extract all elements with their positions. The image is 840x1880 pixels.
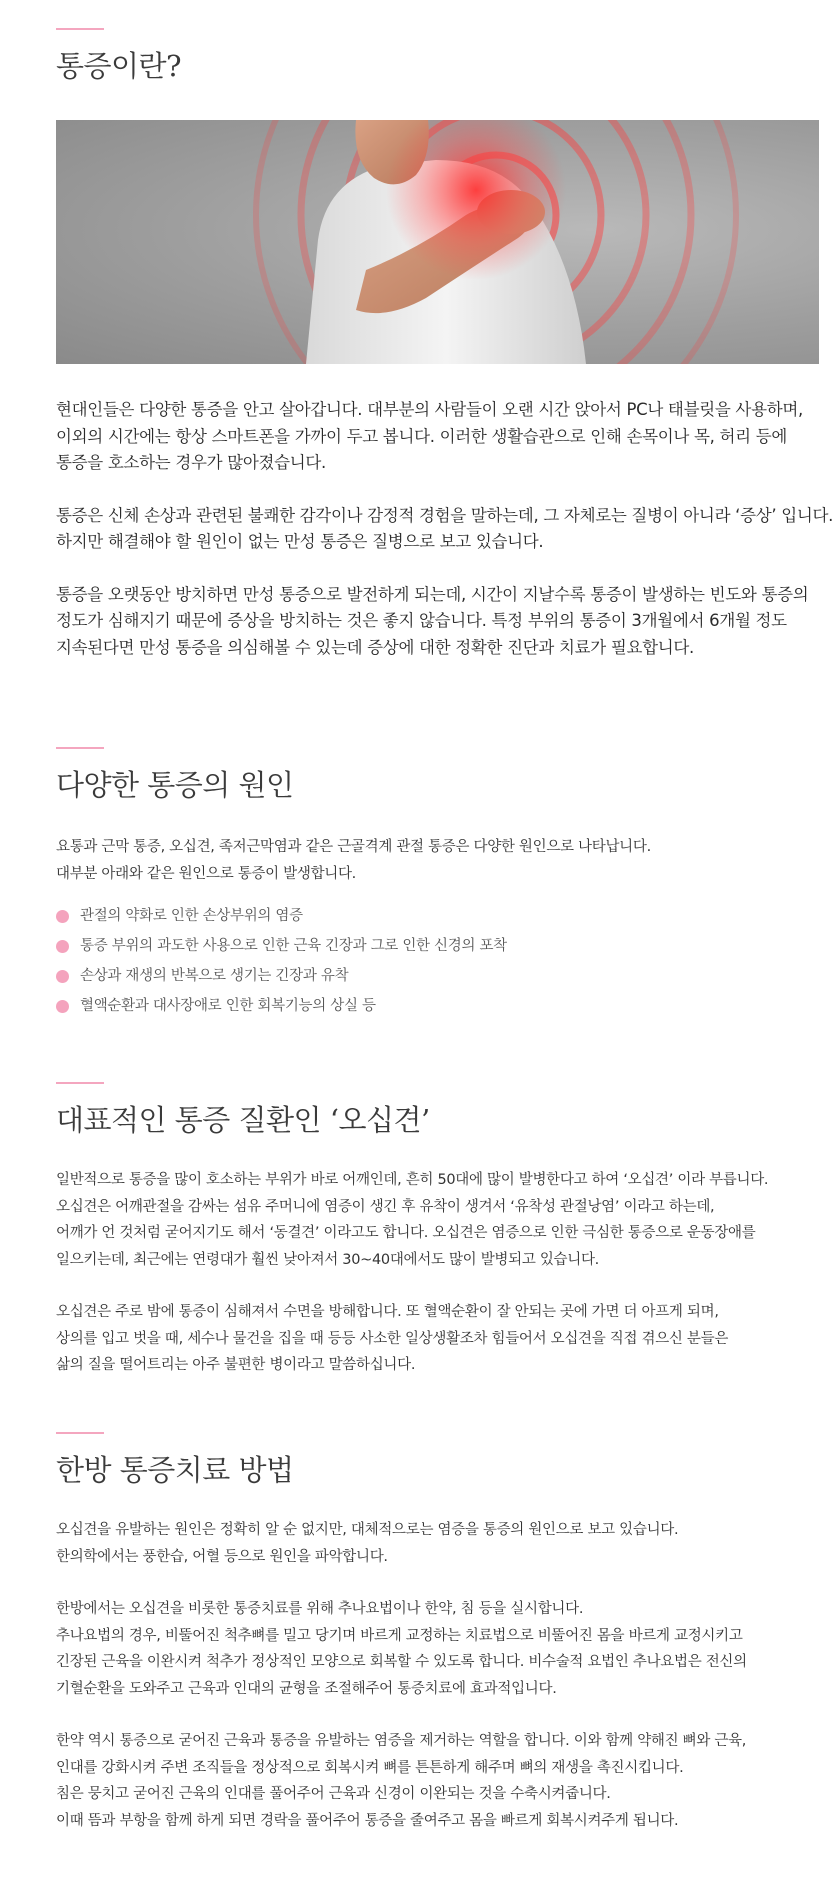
list-item [56,901,796,931]
text-line: 통증을 호소하는 경우가 많아졌습니다. [56,453,327,472]
paragraph [56,503,834,556]
bullet-dot-icon [56,940,69,953]
text-line: 정도가 심해지기 때문에 증상을 방치하는 것은 좋지 않습니다. 특정 부위의 통증이 3개월에서 6개월 정도 [56,611,787,630]
text-line: 어깨가 언 것처럼 굳어지기도 해서 ‘동결견’ 이라고도 합니다. 오십견은 염증으로 인한 극심한 통증으로 운동장애를 [56,1225,756,1241]
section-what-is-pain-body [56,397,834,661]
paragraph [56,582,809,662]
bullet-dot-icon [56,1000,69,1013]
shoulder-pain-illustration [56,120,819,364]
paragraph [56,1167,796,1273]
text-line: 한의학에서는 풍한습, 어혈 등으로 원인을 파악합니다. [56,1548,388,1565]
list-item-label: 손상과 재생의 반복으로 생기는 긴장과 유착 [80,968,349,984]
text-line: 오십견은 주로 밤에 통증이 심해져서 수면을 방해합니다. 또 혈액순환이 잘 안되는 곳에 가면 더 아프게 되며, [56,1304,719,1320]
bullet-dot-icon [56,970,69,983]
paragraph [56,1596,796,1702]
section-what-is-pain [56,28,796,85]
text-line: 상의를 입고 벗을 때, 세수나 물건을 집을 때 등등 사소한 일상생활조차 힘들어서 오십견을 직접 겪으신 분들은 [56,1330,729,1347]
text-line: 대부분 아래와 같은 원인으로 통증이 발생합니다. [56,865,356,882]
paragraph [56,1517,796,1570]
section-frozen-shoulder [56,1082,796,1379]
list-item-label: 혈액순환과 대사장애로 인한 회복기능의 상실 등 [80,998,376,1014]
section-title: 대표적인 통증 질환인 ‘오십견’ [56,1103,430,1137]
bullet-dot-icon [56,910,69,923]
section-oriental-treatment [56,1432,796,1834]
text-line: 인대를 강화시켜 주변 조직들을 정상적으로 회복시켜 뼈를 튼튼하게 해주며 뼈의 재생을 촉진시킵니다. [56,1759,684,1776]
text-line: 하지만 해결해야 할 원인이 없는 만성 통증은 질병으로 보고 있습니다. [56,532,544,551]
text-line: 기혈순환을 도와주고 근육과 인대의 균형을 조절해주어 통증치료에 효과적입니다. [56,1680,557,1697]
text-line: 지속된다면 만성 통증을 의심해볼 수 있는데 증상에 대한 정확한 진단과 치료가 필요합니다. [56,637,694,657]
text-line: 일반적으로 통증을 많이 호소하는 부위가 바로 어깨인데, 흔히 50대에 많이 발병한다고 하여 ‘오십견’ 이라 부릅니다. [56,1172,769,1188]
paragraph [56,834,796,887]
section-rule [56,747,104,749]
list-item-label: 관절의 약화로 인한 손상부위의 염증 [80,908,303,924]
text-line: 통증을 오랫동안 방치하면 만성 통증으로 발전하게 되는데, 시간이 지날수록 통증이 발생하는 빈도와 통증의 [56,584,809,604]
section-title: 다양한 통증의 원인 [56,768,294,802]
list-item [56,961,796,991]
text-line: 일으키는데, 최근에는 연령대가 훨씬 낮아져서 30~40대에서도 많이 발병되고 있습니다. [56,1251,599,1268]
list-item [56,991,796,1021]
paragraph [56,397,803,477]
section-title: 한방 통증치료 방법 [56,1453,294,1487]
list-item-label: 통증 부위의 과도한 사용으로 인한 근육 긴장과 그로 인한 신경의 포착 [80,938,507,954]
text-line: 한방에서는 오십견을 비롯한 통증치료를 위해 추나요법이나 한약, 침 등을 실시합니다. [56,1601,584,1617]
hero-image [56,120,819,364]
section-title: 통증이란? [56,49,182,83]
section-rule [56,1432,104,1434]
paragraph [56,1299,796,1379]
section-rule [56,1082,104,1084]
section-causes [56,747,796,1021]
text-line: 통증은 신체 손상과 관련된 불쾌한 감각이나 감정적 경험을 말하는데, 그 자체로는 질병이 아니라 ‘증상’ 입니다. [56,505,834,525]
causes-list [56,901,796,1021]
section-rule [56,28,104,30]
paragraph [56,1728,796,1834]
text-line: 현대인들은 다양한 통증을 안고 살아갑니다. 대부분의 사람들이 오랜 시간 앉아서 PC나 태블릿을 사용하며, [56,400,803,419]
text-line: 오십견은 어깨관절을 감싸는 섬유 주머니에 염증이 생긴 후 유착이 생겨서 ‘유착성 관절낭염’ 이라고 하는데, [56,1198,715,1215]
text-line: 긴장된 근육을 이완시켜 척추가 정상적인 모양으로 회복할 수 있도록 합니다. 비수술적 요법인 추나요법은 전신의 [56,1654,747,1670]
text-line: 한약 역시 통증으로 굳어진 근육과 통증을 유발하는 염증을 제거하는 역할을 합니다. 이와 함께 약해진 뼈와 근육, [56,1733,747,1749]
text-line: 삶의 질을 떨어트리는 아주 불편한 병이라고 말씀하십니다. [56,1357,416,1373]
text-line: 오십견을 유발하는 원인은 정확히 알 순 없지만, 대체적으로는 염증을 통증의 원인으로 보고 있습니다. [56,1522,679,1538]
list-item [56,931,796,961]
text-line: 추나요법의 경우, 비뚤어진 척추뼈를 밀고 당기며 바르게 교정하는 치료법으로 비뚤어진 몸을 바르게 교정시키고 [56,1627,743,1644]
text-line: 이외의 시간에는 항상 스마트폰을 가까이 두고 봅니다. 이러한 생활습관으로 인해 손목이나 목, 허리 등에 [56,426,788,446]
text-line: 침은 뭉치고 굳어진 근육의 인대를 풀어주어 근육과 신경이 이완되는 것을 수축시켜줍니다. [56,1786,611,1802]
text-line: 요통과 근막 통증, 오십견, 족저근막염과 같은 근골격계 관절 통증은 다양한 원인으로 나타납니다. [56,839,651,855]
text-line: 이때 뜸과 부항을 함께 하게 되면 경락을 풀어주어 통증을 줄여주고 몸을 빠르게 회복시켜주게 됩니다. [56,1812,679,1829]
